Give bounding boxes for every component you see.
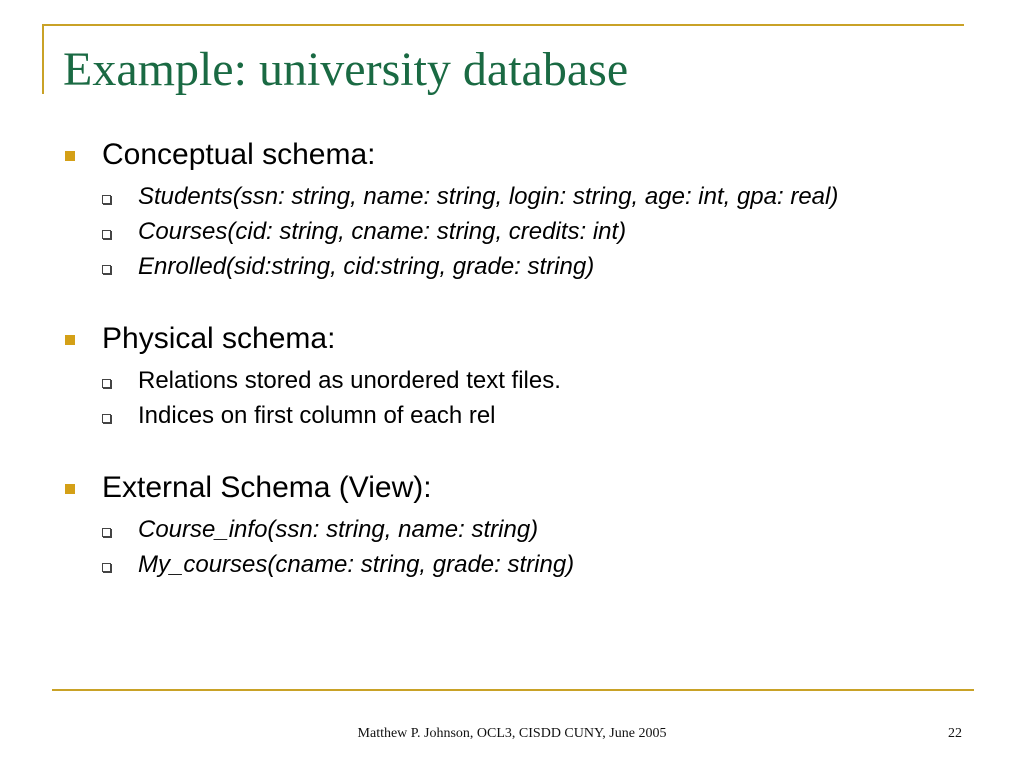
- list-item-text: My_courses(cname: string, grade: string): [138, 551, 575, 578]
- footer-divider: [52, 689, 974, 691]
- list-item-text: Course_info(ssn: string, name: string): [138, 516, 539, 543]
- section-external-schema: [62, 467, 962, 579]
- sub-list: [62, 515, 962, 579]
- list-item-text: Indices on first column of each rel: [138, 402, 496, 429]
- hollow-square-bullet-icon: [99, 217, 138, 246]
- title-frame-top-line: [42, 24, 964, 26]
- slide-content: [62, 134, 962, 579]
- hollow-square-bullet-icon: [99, 550, 138, 579]
- section-heading: Conceptual schema:: [102, 138, 376, 171]
- list-item: [99, 550, 962, 579]
- list-item: [99, 515, 962, 544]
- slide-title: Example: university database: [63, 43, 629, 96]
- slide-footer: Matthew P. Johnson, OCL3, CISDD CUNY, June 2005: [357, 726, 667, 741]
- section-heading: External Schema (View):: [102, 471, 432, 504]
- hollow-square-bullet-icon: [99, 515, 138, 544]
- bullet-external-schema: [62, 467, 962, 509]
- page-number: 22: [948, 726, 962, 741]
- list-item-text: Students(ssn: string, name: string, login: string, age: int, gpa: real): [138, 183, 839, 210]
- hollow-square-bullet-icon: [99, 366, 138, 395]
- sub-list: [62, 182, 962, 281]
- hollow-square-bullet-icon: [99, 182, 138, 211]
- list-item-text: Relations stored as unordered text files.: [138, 367, 561, 394]
- section-heading: Physical schema:: [102, 322, 336, 355]
- square-bullet-icon: [62, 318, 102, 360]
- list-item-text: Courses(cid: string, cname: string, credits: int): [138, 218, 627, 245]
- section-physical-schema: [62, 318, 962, 430]
- list-item-text: Enrolled(sid:string, cid:string, grade: string): [138, 253, 595, 280]
- hollow-square-bullet-icon: [99, 252, 138, 281]
- sub-list: [62, 366, 962, 430]
- list-item: [99, 401, 962, 430]
- list-item: [99, 182, 962, 211]
- list-item: [99, 252, 962, 281]
- square-bullet-icon: [62, 467, 102, 509]
- title-frame-left-line: [42, 24, 44, 94]
- bullet-conceptual-schema: [62, 134, 962, 176]
- list-item: [99, 366, 962, 395]
- bullet-physical-schema: [62, 318, 962, 360]
- hollow-square-bullet-icon: [99, 401, 138, 430]
- square-bullet-icon: [62, 134, 102, 176]
- list-item: [99, 217, 962, 246]
- section-conceptual-schema: [62, 134, 962, 281]
